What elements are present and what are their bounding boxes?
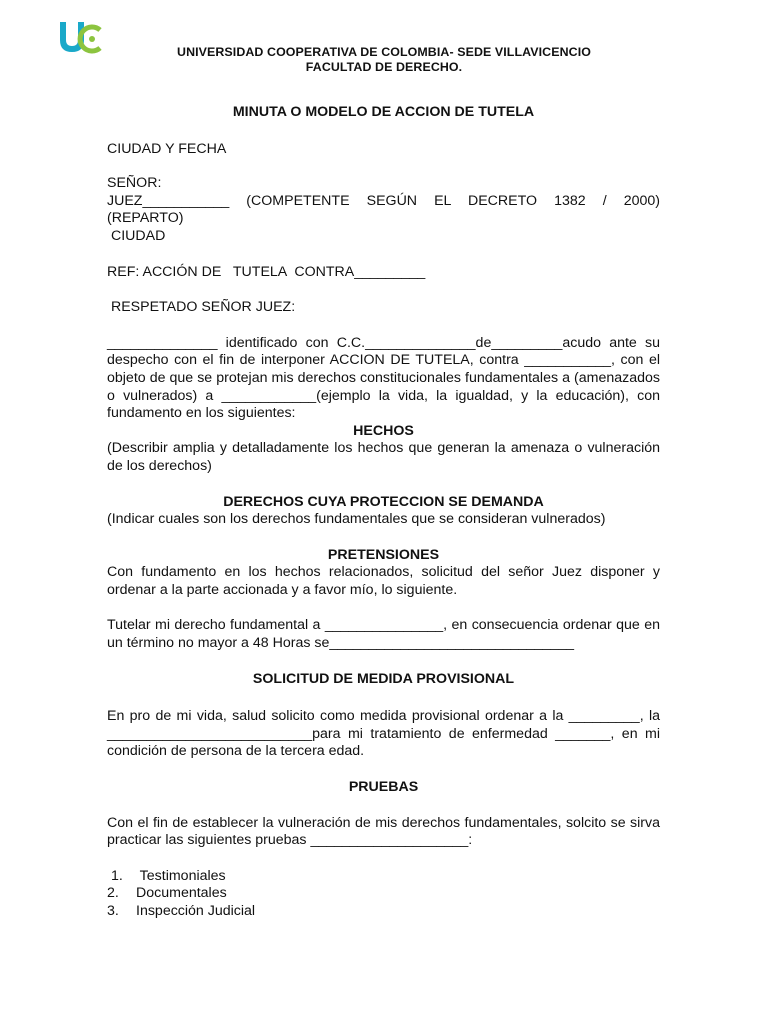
medida-heading: SOLICITUD DE MEDIDA PROVISIONAL	[252, 670, 515, 687]
pretensiones-text-1: Con fundamento en los hechos relacionados, solicitud del señor Juez disponer y ordenar a la parte accionada y a favor mío, lo siguiente.	[107, 564, 660, 598]
city-date: CIUDAD Y FECHA	[107, 140, 227, 157]
university-name: UNIVERSIDAD COOPERATIVA DE COLOMBIA- SEDE VILLAVICENCIO	[177, 45, 591, 59]
list-item: 1. Testimoniales	[107, 867, 226, 884]
list-item: 3. Inspección Judicial	[107, 903, 256, 919]
addressee-label: SEÑOR:	[107, 175, 162, 192]
reference-line: REF: ACCIÓN DE TUTELA CONTRA_________	[107, 263, 426, 280]
intro-paragraph: ______________ identificado con C.C.______________de_________acudo ante su despecho con el fin de interponer ACCION DE TUTELA, contra ___________, con el objeto de que se protejan mis derechos constitucionales fundamentales a (amenazados o vulnerados) a ____________(ejemplo la vida, la igualdad, y la educación), con fundamento en los siguientes:	[107, 334, 660, 422]
faculty-name: FACULTAD DE DERECHO.	[305, 60, 463, 74]
judge-line: JUEZ___________ (COMPETENTE SEGÚN EL DECRETO 1382 / 2000)	[107, 192, 660, 209]
city-line: CIUDAD	[107, 227, 166, 244]
pruebas-heading: PRUEBAS	[348, 779, 419, 796]
medida-text: En pro de mi vida, salud solicito como medida provisional ordenar a la _________, la __________________________para mi tratamiento de enfermedad _______, en mi condición de persona de la tercera edad.	[107, 708, 660, 760]
pruebas-text: Con el fin de establecer la vulneración de mis derechos fundamentales, solcito se sirva practicar las siguientes pruebas ____________________:	[107, 814, 660, 849]
greeting: RESPETADO SEÑOR JUEZ:	[107, 299, 296, 316]
pruebas-list	[107, 868, 660, 921]
derechos-heading: DERECHOS CUYA PROTECCION SE DEMANDA	[223, 493, 544, 510]
hechos-text: (Describir amplia y detalladamente los hechos que generan la amenaza o vulneración de los derechos)	[107, 440, 660, 474]
hechos-heading: HECHOS	[353, 422, 414, 439]
document-title: MINUTA O MODELO DE ACCION DE TUTELA	[232, 104, 535, 120]
document-body	[107, 104, 660, 921]
distribution-note: (REPARTO)	[107, 210, 184, 227]
derechos-text: (Indicar cuales son los derechos fundamentales que se consideran vulnerados)	[107, 511, 606, 528]
list-item: 2. Documentales	[107, 885, 227, 902]
pretensiones-text-2: Tutelar mi derecho fundamental a _______________, en consecuencia ordenar que en un término no mayor a 48 Horas se_______________________________	[107, 617, 660, 652]
pretensiones-heading: PRETENSIONES	[327, 546, 440, 563]
